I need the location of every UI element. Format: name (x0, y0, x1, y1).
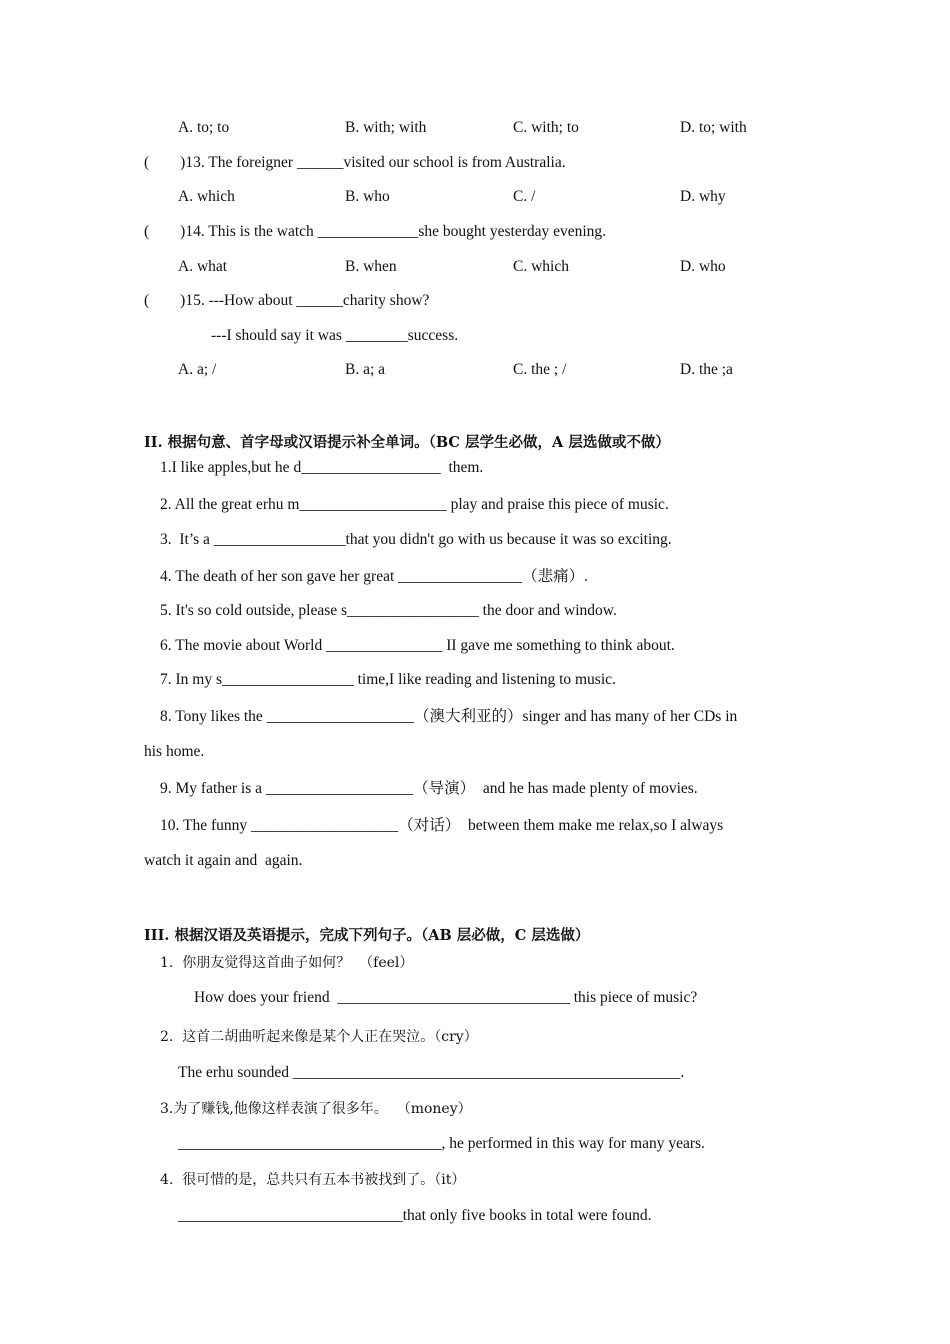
q12-option-c: C. with; to (513, 119, 579, 136)
s2-item-10-cont: watch it again and again. (144, 852, 303, 869)
s2-item-3: 3. It’s a _________________that you didn't go with us because it was so exciting. (160, 531, 672, 548)
s2-item-9: 9. My father is a ___________________（导演） and he has made plenty of movies. (160, 780, 698, 797)
q15-option-c: C. the ; / (513, 361, 567, 378)
section-2-heading: II. 根据句意、首字母或汉语提示补全单词。（BC 层学生必做，A 层选做或不做） (144, 434, 670, 451)
s2-item-2: 2. All the great erhu m___________________ play and praise this piece of music. (160, 496, 669, 513)
q15-option-b: B. a; a (345, 361, 386, 378)
s2-item-10: 10. The funny ___________________（对话） between them make me relax,so I always (160, 817, 724, 834)
s3-item-1-prompt: 1. 你朋友觉得这首曲子如何？ （feel） (160, 955, 414, 971)
q14-option-d: D. who (680, 258, 726, 275)
q15-stem-reply: ---I should say it was ________success. (211, 327, 459, 344)
s2-item-8: 8. Tony likes the ___________________（澳大利亚的）singer and has many of her CDs in (160, 708, 738, 725)
s2-item-7: 7. In my s_________________ time,I like reading and listening to music. (160, 671, 616, 688)
s3-item-1-sentence: How does your friend ______________________________ this piece of music? (194, 989, 698, 1006)
s3-item-4-prompt: 4. 很可惜的是，总共只有五本书被找到了。（it） (160, 1172, 466, 1188)
s2-item-8-cont: his home. (144, 743, 205, 760)
q14-option-b: B. when (345, 258, 397, 275)
q12-option-a: A. to; to (178, 119, 230, 136)
s3-item-3-prompt: 3.为了赚钱,他像这样表演了很多年。 （money） (160, 1101, 472, 1117)
q14-option-c: C. which (513, 258, 569, 275)
s2-item-6: 6. The movie about World _______________ II gave me something to think about. (160, 637, 675, 654)
q12-option-b: B. with; with (345, 119, 427, 136)
q13-option-b: B. who (345, 188, 390, 205)
section-3-heading: III. 根据汉语及英语提示，完成下列句子。（AB 层必做，C 层选做） (144, 927, 590, 944)
s3-item-2-prompt: 2. 这首二胡曲听起来像是某个人正在哭泣。（cry） (160, 1029, 478, 1045)
q13-option-c: C. / (513, 188, 536, 205)
s2-item-5: 5. It's so cold outside, please s_________________ the door and window. (160, 602, 617, 619)
q13-option-a: A. which (178, 188, 235, 205)
q14-option-a: A. what (178, 258, 228, 275)
q14-stem: ( )14. This is the watch _____________she bought yesterday evening. (144, 223, 607, 240)
s3-item-3-sentence: __________________________________, he performed in this way for many years. (178, 1135, 705, 1152)
q12-option-d: D. to; with (680, 119, 747, 136)
q15-option-a: A. a; / (178, 361, 217, 378)
s2-item-4: 4. The death of her son gave her great ________________（悲痛）. (160, 568, 589, 585)
q13-stem: ( )13. The foreigner ______visited our school is from Australia. (144, 154, 566, 171)
q13-option-d: D. why (680, 188, 726, 205)
q15-stem: ( )15. ---How about ______charity show? (144, 292, 430, 309)
q15-option-d: D. the ;a (680, 361, 733, 378)
s3-item-4-sentence: _____________________________that only five books in total were found. (178, 1207, 652, 1224)
s3-item-2-sentence: The erhu sounded __________________________________________________. (178, 1064, 685, 1081)
s2-item-1: 1.I like apples,but he d__________________ them. (160, 459, 484, 476)
